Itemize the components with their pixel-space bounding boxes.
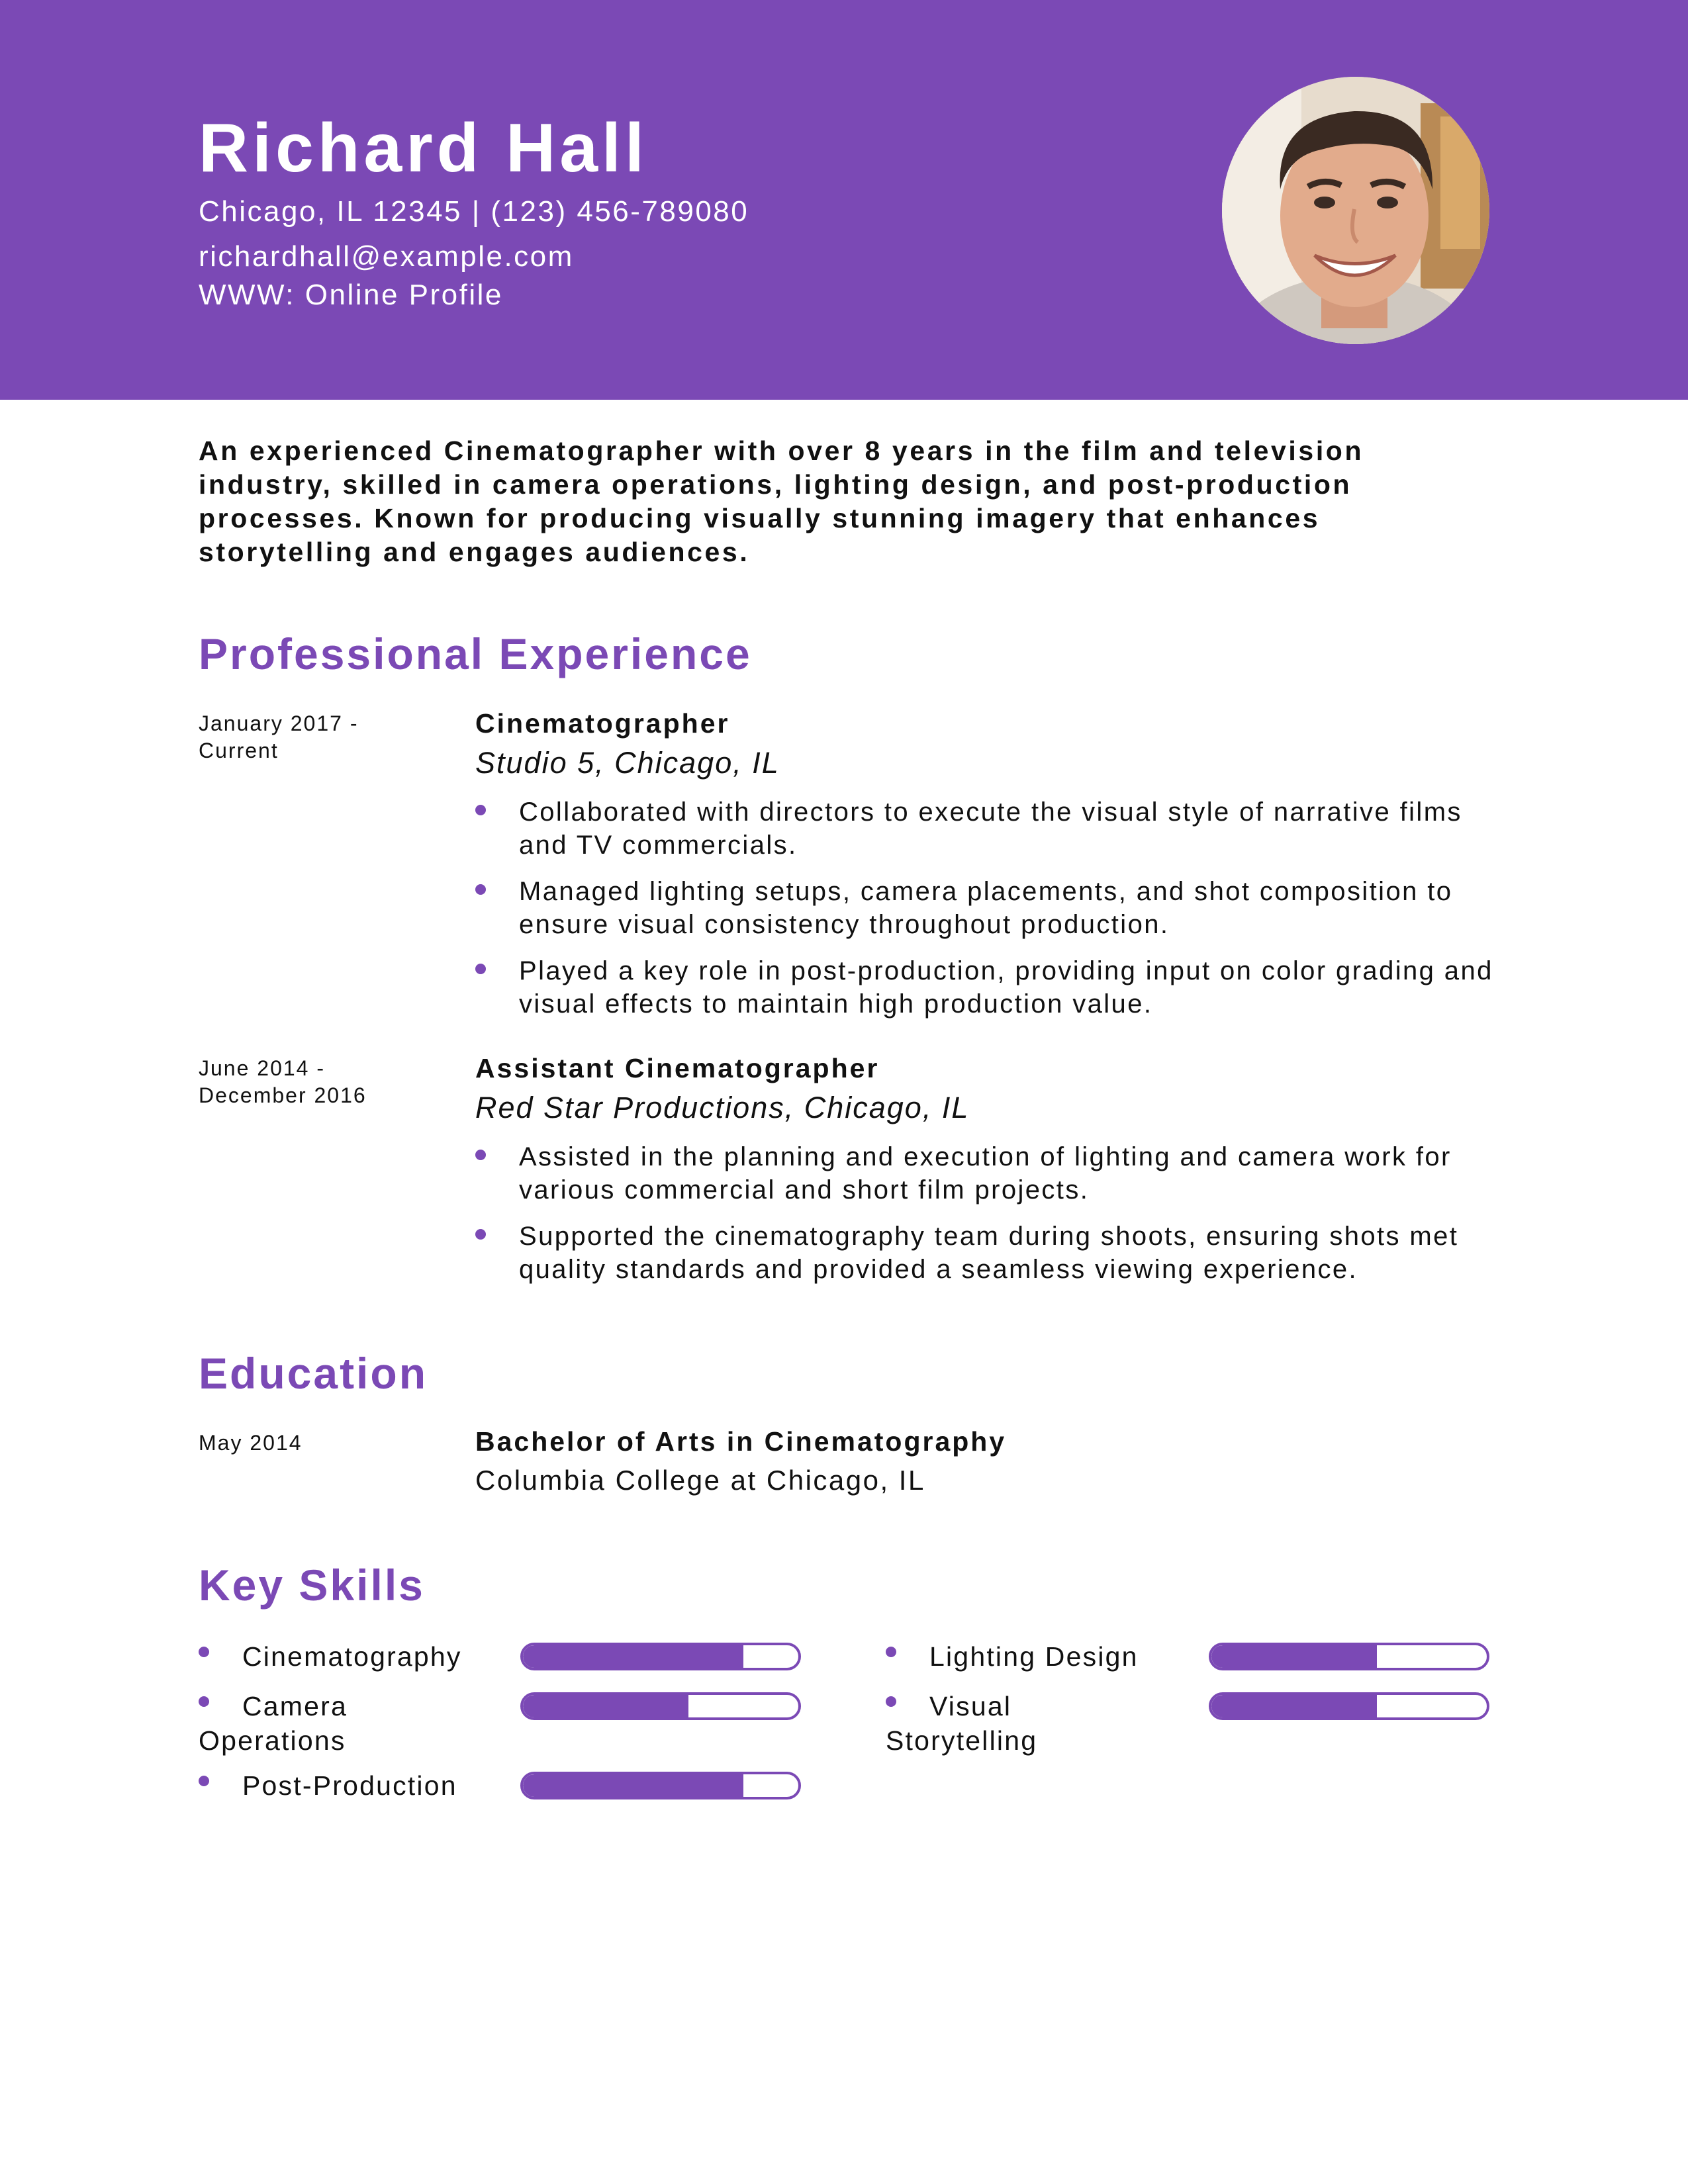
job-company: Red Star Productions, Chicago, IL bbox=[475, 1091, 970, 1124]
education-degree: Bachelor of Arts in Cinematography bbox=[475, 1426, 1007, 1457]
email-address[interactable]: richardhall@example.com bbox=[199, 240, 574, 273]
skill-label: Lighting Design bbox=[929, 1641, 1139, 1672]
bullet-text: Collaborated with directors to execute the visual style of narrative films and TV commercials. bbox=[519, 797, 1462, 860]
job-title: Assistant Cinematographer bbox=[475, 1053, 880, 1083]
bullet-icon bbox=[199, 1647, 209, 1657]
bullet-icon bbox=[475, 964, 486, 974]
skill-bar-fill bbox=[1211, 1695, 1377, 1717]
list-item bbox=[475, 1140, 1508, 1206]
list-item bbox=[475, 954, 1508, 1021]
bullet-text: Managed lighting setups, camera placements, and shot composition to ensure visual consistency throughout production. bbox=[519, 877, 1453, 939]
skill-label: Cinematography bbox=[242, 1641, 462, 1672]
list-item bbox=[475, 875, 1508, 941]
bullet-icon bbox=[475, 884, 486, 895]
skill-label: Visual Storytelling bbox=[886, 1691, 1038, 1756]
job-dates: June 2014 - December 2016 bbox=[199, 1056, 367, 1107]
bullet-text: Assisted in the planning and execution of lighting and camera work for various commercial and short film projects. bbox=[519, 1142, 1452, 1205]
candidate-name: Richard Hall bbox=[199, 110, 648, 187]
bullet-icon bbox=[475, 805, 486, 815]
bullet-icon bbox=[199, 1776, 209, 1786]
profile-photo bbox=[1222, 77, 1489, 344]
education-school: Columbia College at Chicago, IL bbox=[475, 1465, 925, 1496]
skills-section-title: Key Skills bbox=[199, 1561, 425, 1610]
profile-photo-icon bbox=[1222, 77, 1489, 344]
list-item bbox=[475, 796, 1508, 862]
skill-bar-fill bbox=[523, 1774, 743, 1797]
skill-bar bbox=[520, 1692, 801, 1720]
job-company: Studio 5, Chicago, IL bbox=[475, 746, 780, 780]
skill-label: Camera Operations bbox=[199, 1691, 348, 1756]
education-section-title: Education bbox=[199, 1349, 428, 1398]
list-item bbox=[475, 1220, 1508, 1286]
job-title: Cinematographer bbox=[475, 708, 730, 739]
skill-bar-fill bbox=[523, 1695, 688, 1717]
job-dates: January 2017 - Current bbox=[199, 711, 359, 762]
experience-section-title: Professional Experience bbox=[199, 629, 752, 678]
website-link[interactable]: WWW: Online Profile bbox=[199, 279, 503, 311]
header-banner bbox=[0, 0, 1688, 400]
skill-label: Post-Production bbox=[242, 1770, 457, 1801]
bullet-icon bbox=[475, 1229, 486, 1240]
job-bullets bbox=[475, 796, 1508, 1034]
skill-bar bbox=[520, 1772, 801, 1799]
education-date: May 2014 bbox=[199, 1431, 303, 1455]
bullet-text: Supported the cinematography team during shoots, ensuring shots met quality standards and provided a seamless viewing experience. bbox=[519, 1222, 1459, 1284]
bullet-icon bbox=[886, 1647, 896, 1657]
job-bullets bbox=[475, 1140, 1508, 1299]
skill-bar-fill bbox=[1211, 1645, 1377, 1668]
skill-bar-fill bbox=[523, 1645, 743, 1668]
bullet-text: Played a key role in post-production, providing input on color grading and visual effects to maintain high production value. bbox=[519, 956, 1493, 1019]
location-phone: Chicago, IL 12345 | (123) 456-789080 bbox=[199, 195, 749, 228]
skill-bar bbox=[1209, 1643, 1489, 1670]
bullet-icon bbox=[475, 1150, 486, 1160]
professional-summary: An experienced Cinematographer with over 8 years in the film and television industry, skilled in camera operations, lighting design, and post-production processes. Known for producing visually stunning imagery that enhances storytelling and engages audiences. bbox=[199, 435, 1364, 567]
skill-bar bbox=[1209, 1692, 1489, 1720]
skill-bar bbox=[520, 1643, 801, 1670]
